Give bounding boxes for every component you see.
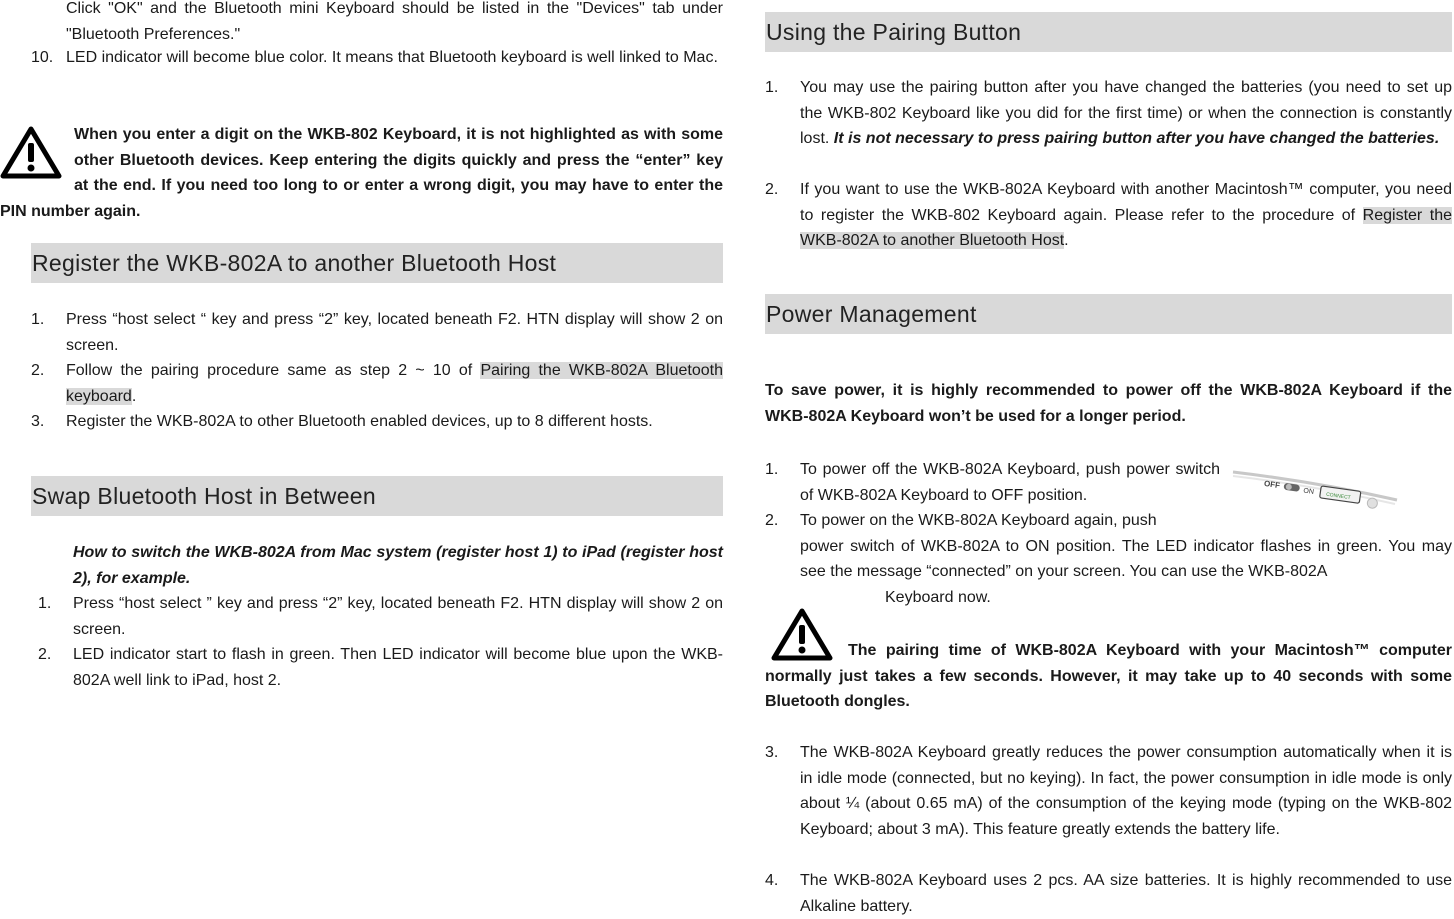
step-number: 2. (31, 362, 45, 379)
pairing-step-1 (765, 75, 1452, 152)
step-text: power switch of WKB-802A to ON position. The LED indicator flashes in green. You may see the message “connected” on your screen. You can use the WKB-802A (800, 537, 1452, 580)
register-step-2 (31, 358, 723, 409)
step-text: The WKB-802A Keyboard uses 2 pcs. AA size batteries. It is highly recommended to use Alkaline battery. (800, 872, 1452, 915)
step-text: LED indicator start to flash in green. Then LED indicator will become blue upon the WKB-802A well link to iPad, host 2. (73, 646, 723, 689)
swap-example-heading: How to switch the WKB-802A from Mac system (register host 1) to iPad (register host 2), for example. (73, 544, 723, 587)
step-number: 1. (38, 595, 52, 612)
register-step-3 (31, 409, 731, 435)
step-number: 1. (31, 311, 45, 328)
step-number: 2. (765, 512, 779, 529)
warning-note-pin (0, 122, 723, 224)
warning-note-pairing-time (765, 604, 1452, 715)
warning-icon (771, 608, 833, 662)
swap-step-1 (38, 591, 723, 642)
section-heading-swap: Swap Bluetooth Host in Between (31, 476, 723, 516)
swap-step-2 (38, 642, 723, 693)
register-step-1 (31, 307, 723, 358)
intro-paragraph: Click "OK" and the Bluetooth mini Keyboard should be listed in the "Devices" tab under "Bluetooth Preferences." (66, 0, 723, 43)
warning-icon (0, 126, 62, 180)
step-text: To power off the WKB-802A Keyboard, push power switch of WKB-802A Keyboard to OFF position. (800, 461, 1220, 504)
step-text: Follow the pairing procedure same as step 2 ~ 10 of (66, 362, 481, 379)
step-text: You may use the pairing button after you have changed the batteries (you need to set up the WKB-802 Keyboard like you did for the first time) or when the connection is constantly lost. (800, 79, 1452, 147)
warning-text: When you enter a digit on the WKB-802 Keyboard, it is not highlighted as with some other Bluetooth devices. Keep entering the digits quickly and press the “enter” key at the end. If you need too long to or enter a wrong digit, you may have to enter the PIN number again. (0, 126, 723, 220)
step-text: Press “host select ” key and press “2” key, located beneath F2. HTN display will show 2 on screen. (73, 595, 723, 638)
led-label: CONNECT (1325, 491, 1352, 502)
step-number: 10. (31, 49, 54, 66)
step-number: 1. (765, 79, 779, 96)
power-step-2 (765, 508, 1452, 610)
section-heading-pairing: Using the Pairing Button (765, 12, 1452, 52)
step-number: 2. (38, 646, 52, 663)
power-step-4 (765, 868, 1452, 919)
on-label: ON (1302, 487, 1315, 496)
step-text: Register the WKB-802A to other Bluetooth enabled devices, up to 8 different hosts. (66, 413, 653, 430)
step-text-end: . (131, 387, 137, 405)
cross-reference-link[interactable]: Pairing the WKB-802A Bluetooth keyboard (66, 362, 723, 405)
step-text: The WKB-802A Keyboard greatly reduces the power consumption automatically when it is in idle mode (connected, but no keying). In fact, the power consumption in idle mode is only about ¼ (about 0.65 mA) of the consumption of the keying mode (typing on the WKB-802 Keyboard; about 3 mA). This feature greatly extends the battery life. (800, 744, 1452, 838)
step-number: 4. (765, 872, 779, 889)
section-heading-power: Power Management (765, 294, 1452, 334)
power-step-3 (765, 740, 1452, 842)
step-text: If you want to use the WKB-802A Keyboard with another Macintosh™ computer, you need to register the WKB-802 Keyboard again. Please refer to the procedure of (800, 181, 1452, 224)
step-text: LED indicator will become blue color. It means that Bluetooth keyboard is well linked to Mac. (66, 49, 718, 66)
step-number: 1. (765, 461, 779, 478)
power-intro: To save power, it is highly recommended to power off the WKB-802A Keyboard if the WKB-802A Keyboard won’t be used for a longer period. (765, 382, 1452, 425)
step-text-end: . (1064, 232, 1069, 249)
off-label: OFF (1263, 478, 1281, 491)
step-text-first-line: To power on the WKB-802A Keyboard again, push (800, 512, 1157, 529)
step-emphasis: It is not necessary to press pairing button after you have changed the batteries. (833, 130, 1440, 147)
step-text: Press “host select “ key and press “2” key, located beneath F2. HTN display will show 2 on screen. (66, 311, 723, 354)
step-10 (31, 45, 723, 71)
step-number: 2. (765, 181, 779, 198)
step-number: 3. (765, 744, 779, 761)
pairing-step-2 (765, 177, 1452, 254)
step-text-tail: Keyboard now. (885, 588, 991, 606)
warning-text: The pairing time of WKB-802A Keyboard with your Macintosh™ computer normally just takes a few seconds. However, it may take up to 40 seconds with some Bluetooth dongles. (765, 642, 1452, 710)
power-step-1 (765, 457, 1220, 508)
step-number: 3. (31, 413, 45, 430)
cross-reference-link[interactable]: Register the WKB-802A to another Bluetooth Host (800, 206, 1453, 249)
section-heading-register: Register the WKB-802A to another Bluetooth Host (31, 243, 723, 283)
